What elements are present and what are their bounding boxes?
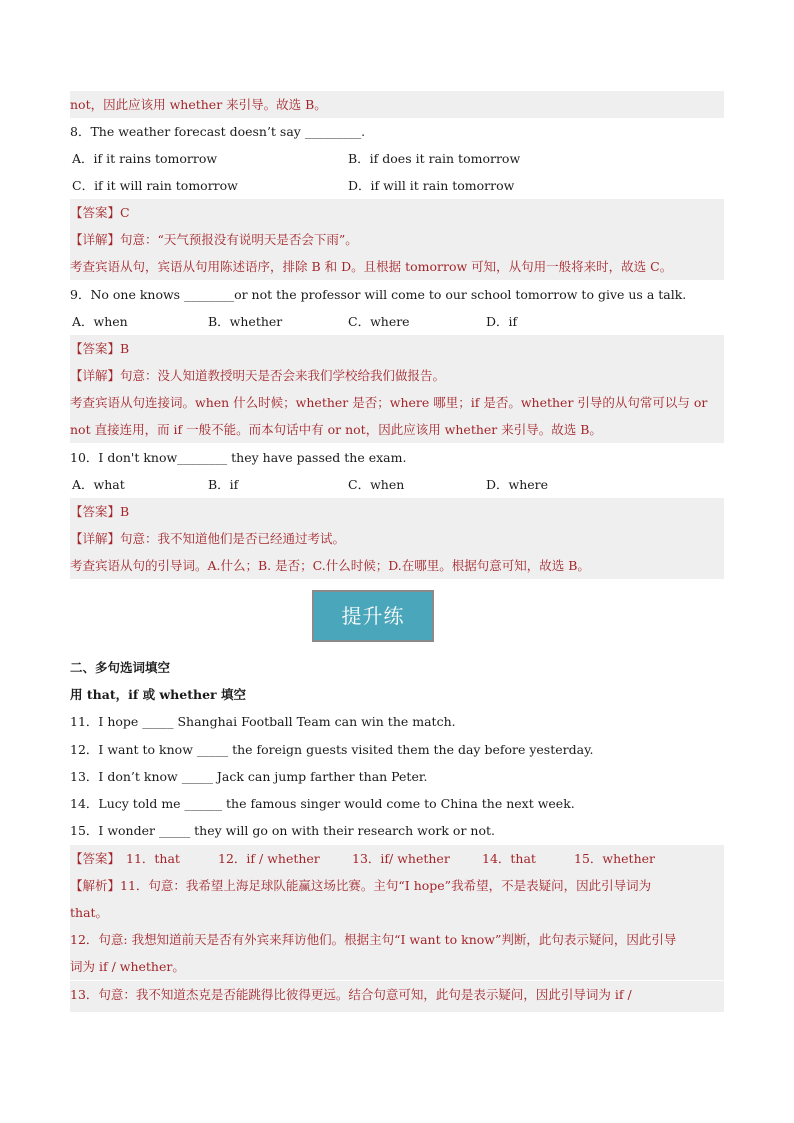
option-a: A．if it rains tomorrow xyxy=(72,151,218,166)
answer-12: 12．if / whether xyxy=(218,851,320,866)
explanation-9-line1: 考查宾语从句连接词。when 什么时候；whether 是否；where 哪里；if 是否。whether 引导的从句常可以与 or xyxy=(70,389,724,416)
question-9: 9．No one knows ________or not the professor will come to our school tomorrow to give us a talk. xyxy=(70,287,687,302)
answer-15: 15．whether xyxy=(574,851,655,866)
explanation-10: 考查宾语从句的引导词。A.什么；B. 是否；C.什么时候；D.在哪里。根据句意可知，故选 B。 xyxy=(70,552,724,579)
explanation-line: not，因此应该用 whether 来引导。故选 B。 xyxy=(70,91,724,118)
answer-10: 【答案】B xyxy=(70,498,724,525)
question-8-options-row1 xyxy=(70,145,724,172)
detail-8: 【详解】句意：“天气预报没有说明天是否会下雨”。 xyxy=(70,226,724,253)
section-badge: 提升练 xyxy=(312,590,434,642)
analysis-11-line2: that。 xyxy=(70,899,724,926)
question-12: 12．I want to know _____ the foreign guests visited them the day before yesterday. xyxy=(70,742,594,757)
question-13: 13．I don’t know _____ Jack can jump farther than Peter. xyxy=(70,769,428,784)
explanation-8: 考查宾语从句，宾语从句用陈述语序，排除 B 和 D。且根据 tomorrow 可知，从句用一般将来时，故选 C。 xyxy=(70,253,724,280)
answers-row xyxy=(70,845,724,872)
answer-13: 13．if/ whether xyxy=(352,851,450,866)
answer-8: 【答案】C xyxy=(70,199,724,226)
answer-14: 14．that xyxy=(482,851,536,866)
analysis-12-line2: 词为 if / whether。 xyxy=(70,953,724,980)
option-b: B．whether xyxy=(208,314,283,329)
question-9-options xyxy=(70,308,724,335)
answer-label: 【答案】 xyxy=(70,851,121,866)
question-14: 14．Lucy told me ______ the famous singer would come to China the next week. xyxy=(70,796,575,811)
option-a: A．when xyxy=(72,314,128,329)
option-b: B．if xyxy=(208,477,239,492)
option-b: B．if does it rain tomorrow xyxy=(348,151,521,166)
option-c: C．when xyxy=(348,477,405,492)
explanation-9-line2: not 直接连用，而 if 一般不能。而本句话中有 or not，因此应该用 whether 来引导。故选 B。 xyxy=(70,416,724,443)
analysis-12-line1: 12．句意: 我想知道前天是否有外宾来拜访他们。根据主句“I want to know”判断，此句表示疑问，因此引导 xyxy=(70,926,724,953)
option-d: D．if will it rain tomorrow xyxy=(348,178,515,193)
question-15: 15．I wonder _____ they will go on with their research work or not. xyxy=(70,823,495,838)
question-11: 11．I hope _____ Shanghai Football Team can win the match. xyxy=(70,714,456,729)
answer-9: 【答案】B xyxy=(70,335,724,362)
question-8: 8．The weather forecast doesn’t say _________. xyxy=(70,124,366,139)
option-a: A．what xyxy=(72,477,125,492)
analysis-11-line1: 【解析】11．句意：我希望上海足球队能赢这场比赛。主句“I hope”我希望，不是表疑问，因此引导词为 xyxy=(70,872,724,899)
question-10-options xyxy=(70,471,724,498)
analysis-13-line1: 13．句意：我不知道杰克是否能跳得比彼得更远。结合句意可知，此句是表示疑问，因此引导词为 if / xyxy=(70,981,724,1012)
detail-9: 【详解】句意：没人知道教授明天是否会来我们学校给我们做报告。 xyxy=(70,362,724,389)
question-10: 10．I don't know________ they have passed the exam. xyxy=(70,450,407,465)
option-d: D．where xyxy=(486,477,549,492)
option-c: C．where xyxy=(348,314,410,329)
answer-11: 11．that xyxy=(126,851,180,866)
section-heading: 二、多句选词填空 xyxy=(70,660,171,675)
option-d: D．if xyxy=(486,314,518,329)
option-c: C．if it will rain tomorrow xyxy=(72,178,238,193)
detail-10: 【详解】句意：我不知道他们是否已经通过考试。 xyxy=(70,525,724,552)
section-instruction: 用 that，if 或 whether 填空 xyxy=(70,687,246,702)
question-8-options-row2 xyxy=(70,172,724,199)
